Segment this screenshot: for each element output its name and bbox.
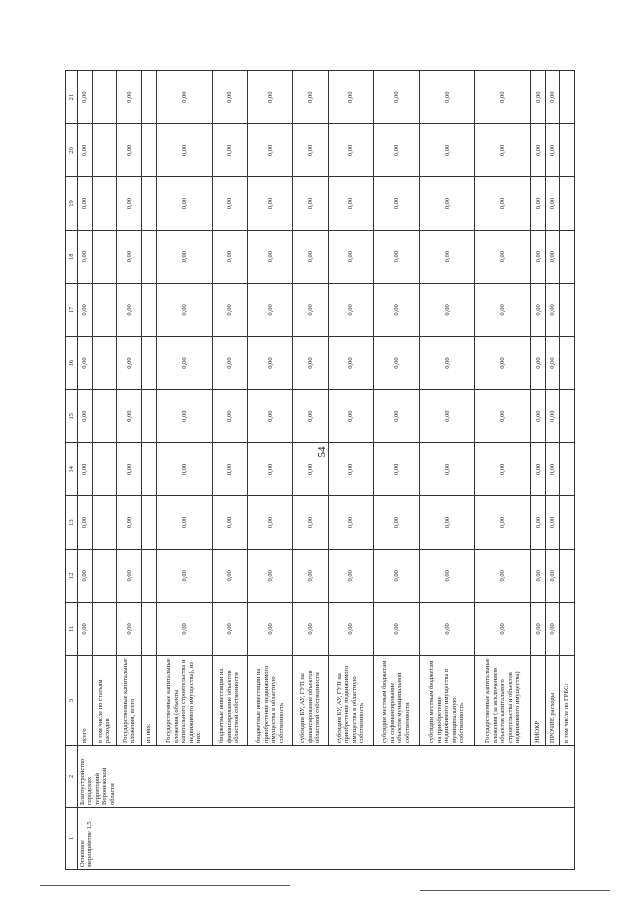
value-cell: 0,00 (545, 390, 560, 443)
value-cell: 0,00 (328, 390, 374, 443)
value-cell (560, 496, 575, 549)
value-cell: 0,00 (78, 230, 93, 283)
value-cell: 0,00 (419, 283, 475, 336)
value-cell (142, 549, 157, 602)
value-cell: 0,00 (419, 602, 475, 655)
value-cell: 0,00 (328, 177, 374, 230)
expense-label-cell: бюджетные инвестиции на финансирование объектов областной собственности (212, 656, 247, 746)
value-cell: 0,00 (531, 443, 546, 496)
value-cell: 0,00 (419, 496, 475, 549)
value-cell: 0,00 (117, 230, 142, 283)
value-cell: 0,00 (212, 549, 247, 602)
column-number-header: 19 (66, 177, 78, 230)
value-cell: 0,00 (545, 230, 560, 283)
column-number-header: 3 (66, 656, 78, 746)
value-cell: 0,00 (545, 549, 560, 602)
value-cell: 0,00 (374, 177, 420, 230)
value-cell (142, 283, 157, 336)
value-cell: 0,00 (531, 124, 546, 177)
value-cell: 0,00 (374, 230, 420, 283)
value-cell (142, 71, 157, 124)
value-cell (92, 602, 117, 655)
value-cell: 0,00 (156, 496, 212, 549)
column-number-row (66, 71, 78, 870)
value-cell: 0,00 (545, 124, 560, 177)
value-cell: 0,00 (117, 549, 142, 602)
value-cell (92, 496, 117, 549)
value-cell: 0,00 (531, 283, 546, 336)
value-cell: 0,00 (374, 71, 420, 124)
value-cell: 0,00 (419, 71, 475, 124)
value-cell: 0,00 (531, 336, 546, 389)
value-cell (142, 177, 157, 230)
value-cell (142, 336, 157, 389)
value-cell: 0,00 (328, 283, 374, 336)
value-cell: 0,00 (78, 390, 93, 443)
value-cell: 0,00 (475, 549, 531, 602)
value-cell (142, 602, 157, 655)
event-code-cell: Основное мероприятие 1.5 (78, 808, 575, 870)
expense-label-cell: ПРОЧИЕ расходы (545, 656, 560, 746)
value-cell: 0,00 (117, 496, 142, 549)
value-cell: 0,00 (156, 71, 212, 124)
value-cell: 0,00 (78, 124, 93, 177)
expense-label-cell: НИОКР (531, 656, 546, 746)
value-cell: 0,00 (156, 443, 212, 496)
column-number-header: 14 (66, 443, 78, 496)
value-cell: 0,00 (374, 602, 420, 655)
value-cell: 0,00 (156, 230, 212, 283)
value-cell (142, 230, 157, 283)
value-cell: 0,00 (156, 177, 212, 230)
value-cell: 0,00 (78, 177, 93, 230)
value-cell: 0,00 (247, 496, 293, 549)
value-cell: 0,00 (328, 71, 374, 124)
table-body (78, 71, 575, 870)
column-number-header: 21 (66, 71, 78, 124)
value-cell: 0,00 (212, 177, 247, 230)
value-cell: 0,00 (545, 177, 560, 230)
page-number: 54 (316, 446, 328, 458)
value-cell: 0,00 (293, 124, 328, 177)
value-cell: 0,00 (531, 390, 546, 443)
value-cell (92, 390, 117, 443)
value-cell: 0,00 (475, 71, 531, 124)
value-cell: 0,00 (247, 390, 293, 443)
value-cell (92, 177, 117, 230)
value-cell: 0,00 (475, 443, 531, 496)
value-cell: 0,00 (531, 602, 546, 655)
value-cell: 0,00 (212, 283, 247, 336)
event-name-cell: Благоустройство городских территорий Воронежской области (78, 746, 575, 808)
value-cell: 0,00 (374, 124, 420, 177)
value-cell: 0,00 (78, 549, 93, 602)
value-cell: 0,00 (374, 283, 420, 336)
expense-label-cell: субсидии местным бюджетам на приобретение недвижимого имущества в муниципальную собственность (419, 656, 475, 746)
value-cell: 0,00 (531, 496, 546, 549)
value-cell: 0,00 (475, 496, 531, 549)
value-cell: 0,00 (212, 496, 247, 549)
value-cell: 0,00 (293, 443, 328, 496)
value-cell: 0,00 (328, 549, 374, 602)
value-cell: 0,00 (293, 283, 328, 336)
value-cell: 0,00 (247, 124, 293, 177)
value-cell (92, 124, 117, 177)
value-cell: 0,00 (374, 496, 420, 549)
column-number-header: 15 (66, 390, 78, 443)
value-cell (142, 390, 157, 443)
value-cell: 0,00 (545, 496, 560, 549)
value-cell: 0,00 (117, 283, 142, 336)
value-cell: 0,00 (419, 443, 475, 496)
value-cell: 0,00 (475, 283, 531, 336)
value-cell: 0,00 (156, 283, 212, 336)
column-number-header: 11 (66, 602, 78, 655)
value-cell (560, 390, 575, 443)
value-cell: 0,00 (247, 443, 293, 496)
value-cell: 0,00 (374, 390, 420, 443)
value-cell: 0,00 (247, 230, 293, 283)
value-cell: 0,00 (545, 283, 560, 336)
value-cell: 0,00 (419, 390, 475, 443)
value-cell: 0,00 (293, 390, 328, 443)
value-cell: 0,00 (419, 124, 475, 177)
value-cell: 0,00 (247, 602, 293, 655)
value-cell: 0,00 (419, 336, 475, 389)
expense-label-cell: бюджетные инвестиции на приобретение недвижимого имущества в областную собственность (247, 656, 293, 746)
value-cell: 0,00 (545, 443, 560, 496)
value-cell (560, 336, 575, 389)
value-cell: 0,00 (293, 496, 328, 549)
value-cell: 0,00 (374, 549, 420, 602)
expense-label-cell: в том числе по статьям расходов (92, 656, 117, 746)
value-cell: 0,00 (475, 602, 531, 655)
value-cell: 0,00 (531, 549, 546, 602)
value-cell (92, 71, 117, 124)
value-cell: 0,00 (247, 283, 293, 336)
expense-label-cell: субсидии БУ, АУ, ГУП на финансирование объектов областной собственности (293, 656, 328, 746)
column-number-header: 2 (66, 746, 78, 808)
value-cell: 0,00 (475, 124, 531, 177)
value-cell: 0,00 (78, 443, 93, 496)
value-cell: 0,00 (212, 443, 247, 496)
value-cell: 0,00 (212, 602, 247, 655)
bottom-rule-left (40, 885, 290, 886)
column-number-header: 18 (66, 230, 78, 283)
value-cell: 0,00 (419, 177, 475, 230)
expense-label-cell: субсидии БУ, АУ, ГУП на приобретение недвижимого имущества в областную собственность (328, 656, 374, 746)
value-cell (560, 177, 575, 230)
value-cell: 0,00 (328, 496, 374, 549)
value-cell (142, 124, 157, 177)
value-cell (560, 71, 575, 124)
value-cell (92, 336, 117, 389)
value-cell: 0,00 (531, 177, 546, 230)
column-number-header: 1 (66, 808, 78, 870)
value-cell: 0,00 (156, 336, 212, 389)
value-cell: 0,00 (78, 283, 93, 336)
value-cell (560, 443, 575, 496)
value-cell (142, 443, 157, 496)
value-cell: 0,00 (117, 71, 142, 124)
value-cell: 0,00 (212, 124, 247, 177)
value-cell: 0,00 (374, 443, 420, 496)
budget-table (65, 70, 575, 870)
value-cell: 0,00 (117, 390, 142, 443)
value-cell: 0,00 (156, 549, 212, 602)
value-cell: 0,00 (531, 71, 546, 124)
value-cell: 0,00 (247, 177, 293, 230)
value-cell: 0,00 (293, 177, 328, 230)
value-cell (142, 496, 157, 549)
value-cell: 0,00 (117, 177, 142, 230)
expense-label-cell: Государственные капитальные вложения, всего (117, 656, 142, 746)
value-cell: 0,00 (78, 71, 93, 124)
value-cell (560, 602, 575, 655)
value-cell: 0,00 (117, 602, 142, 655)
column-number-header: 12 (66, 549, 78, 602)
value-cell (92, 549, 117, 602)
value-cell: 0,00 (212, 390, 247, 443)
value-cell: 0,00 (247, 549, 293, 602)
value-cell: 0,00 (78, 336, 93, 389)
value-cell: 0,00 (328, 124, 374, 177)
value-cell: 0,00 (117, 443, 142, 496)
value-cell: 0,00 (475, 230, 531, 283)
expense-label-cell: субсидии местным бюджетам на софинансирование объектов муниципальной собственности (374, 656, 420, 746)
value-cell: 0,00 (545, 71, 560, 124)
value-cell: 0,00 (117, 336, 142, 389)
value-cell: 0,00 (78, 496, 93, 549)
value-cell: 0,00 (156, 390, 212, 443)
expense-label-cell: в том числе по ГРБС: (560, 656, 575, 746)
value-cell: 0,00 (328, 443, 374, 496)
expense-label-cell: Государственные капитальные вложения (объекты капитального строительства и недвижимого имущества), из них: (156, 656, 212, 746)
value-cell: 0,00 (293, 230, 328, 283)
value-cell: 0,00 (293, 602, 328, 655)
value-cell: 0,00 (212, 230, 247, 283)
table-row (78, 71, 93, 870)
value-cell: 0,00 (328, 602, 374, 655)
value-cell (560, 230, 575, 283)
expense-label-cell: всего (78, 656, 93, 746)
value-cell: 0,00 (78, 602, 93, 655)
value-cell (560, 549, 575, 602)
value-cell: 0,00 (117, 124, 142, 177)
value-cell: 0,00 (247, 71, 293, 124)
column-number-header: 17 (66, 283, 78, 336)
expense-label-cell: Государственные капитальные вложения (за исключением объектов капитального строительства и объектов недвижимого имущества) (475, 656, 531, 746)
bottom-rule-right (420, 890, 610, 891)
value-cell: 0,00 (293, 549, 328, 602)
value-cell (92, 283, 117, 336)
value-cell (560, 283, 575, 336)
column-number-header: 20 (66, 124, 78, 177)
value-cell (560, 124, 575, 177)
value-cell: 0,00 (419, 549, 475, 602)
budget-table-frame (65, 70, 575, 870)
value-cell (92, 443, 117, 496)
value-cell: 0,00 (212, 71, 247, 124)
value-cell: 0,00 (293, 71, 328, 124)
expense-label-cell: из них: (142, 656, 157, 746)
value-cell: 0,00 (374, 336, 420, 389)
value-cell: 0,00 (328, 336, 374, 389)
value-cell: 0,00 (328, 230, 374, 283)
value-cell: 0,00 (247, 336, 293, 389)
value-cell: 0,00 (212, 336, 247, 389)
value-cell: 0,00 (545, 336, 560, 389)
value-cell: 0,00 (475, 336, 531, 389)
value-cell: 0,00 (475, 177, 531, 230)
value-cell (92, 230, 117, 283)
column-number-header: 13 (66, 496, 78, 549)
value-cell: 0,00 (156, 602, 212, 655)
value-cell: 0,00 (419, 230, 475, 283)
value-cell: 0,00 (156, 124, 212, 177)
value-cell: 0,00 (545, 602, 560, 655)
value-cell: 0,00 (531, 230, 546, 283)
value-cell: 0,00 (293, 336, 328, 389)
column-number-header: 16 (66, 336, 78, 389)
value-cell: 0,00 (475, 390, 531, 443)
